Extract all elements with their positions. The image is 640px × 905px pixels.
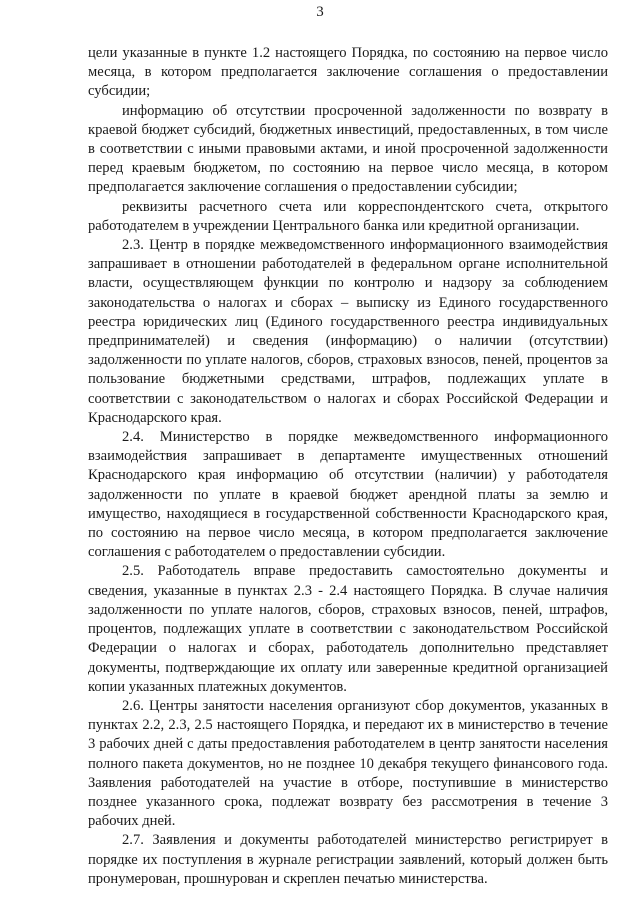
paragraph-section-2-6: 2.6. Центры занятости населения организуют сбор документов, указанных в пунктах 2.2, 2.3, 2.5 настоящего Порядка, и передают их в министерство в течение 3 рабочих дней с даты предоставления работодателем в центр занятости населения полного пакета документов, но не позднее 10 декабря текущего финансового года. Заявления работодателей на участие в отборе, поступившие в министерство позднее указанного срока, подлежат возврату без рассмотрения в течение 3 рабочих дней. [88,697,608,830]
paragraph: реквизиты расчетного счета или корреспондентского счета, открытого работодателем в учреждении Центрального банка или кредитной организации. [88,198,608,234]
paragraph-section-2-5: 2.5. Работодатель вправе предоставить самостоятельно документы и сведения, указанные в пунктах 2.3 - 2.4 настоящего Порядка. В случае наличия задолженности по уплате налогов, сборов, страховых взносов, пеней, штрафов, процентов, подлежащих уплате в соответствии с законодательством Российской Федерации о налогах и сборах, работодатель дополнительно представляет документы, подтверждающие их оплату или заверенные кредитной организацией копии указанных платежных документов. [88,563,608,695]
paragraph: цели указанные в пункте 1.2 настоящего Порядка, по состоянию на первое число месяца, в котором предполагается заключение соглашения о предоставлении субсидии; [88,45,608,100]
paragraph-section-2-7: 2.7. Заявления и документы работодателей министерство регистрирует в порядке их поступления в журнале регистрации заявлений, который должен быть пронумерован, прошнурован и скреплен печатью министерства. [88,832,608,887]
paragraph: информацию об отсутствии просроченной задолженности по возврату в краевой бюджет субсидий, бюджетных инвестиций, предоставленных, в том числе в соответствии с иными правовыми актами, и иной просроченной задолженности перед краевым бюджетом, по состоянию на первое число месяца, в котором предполагается заключение соглашения о предоставлении субсидии; [88,102,608,196]
paragraph-section-2-4: 2.4. Министерство в порядке межведомственного информационного взаимодействия запрашивает в департаменте имущественных отношений Краснодарского края информацию об отсутствии (наличии) у работодателя задолженности по уплате в краевой бюджет арендной платы за землю и имущество, находящиеся в государственной собственности Краснодарского края, по состоянию на первое число месяца, в котором предполагается заключение соглашения с работодателем о предоставлении субсидии. [88,429,608,561]
document-body [88,44,608,889]
page-number: 3 [316,4,324,20]
paragraph-section-2-3: 2.3. Центр в порядке межведомственного информационного взаимодействия запрашивает в отношении работодателей в федеральном органе исполнительной власти, осуществляющем функции по контролю и надзору за соблюдением законодательства о налогах и сборах – выписку из Единого государственного реестра юридических лиц (Единого государственного реестра индивидуальных предпринимателей) и сведения (информацию) о наличии (отсутствии) задолженности по уплате налогов, сборов, страховых взносов, пеней, процентов за пользование бюджетными средствами, штрафов, подлежащих уплате в соответствии с законодательством о налогах и сборах Российской Федерации и Краснодарского края. [88,237,608,426]
